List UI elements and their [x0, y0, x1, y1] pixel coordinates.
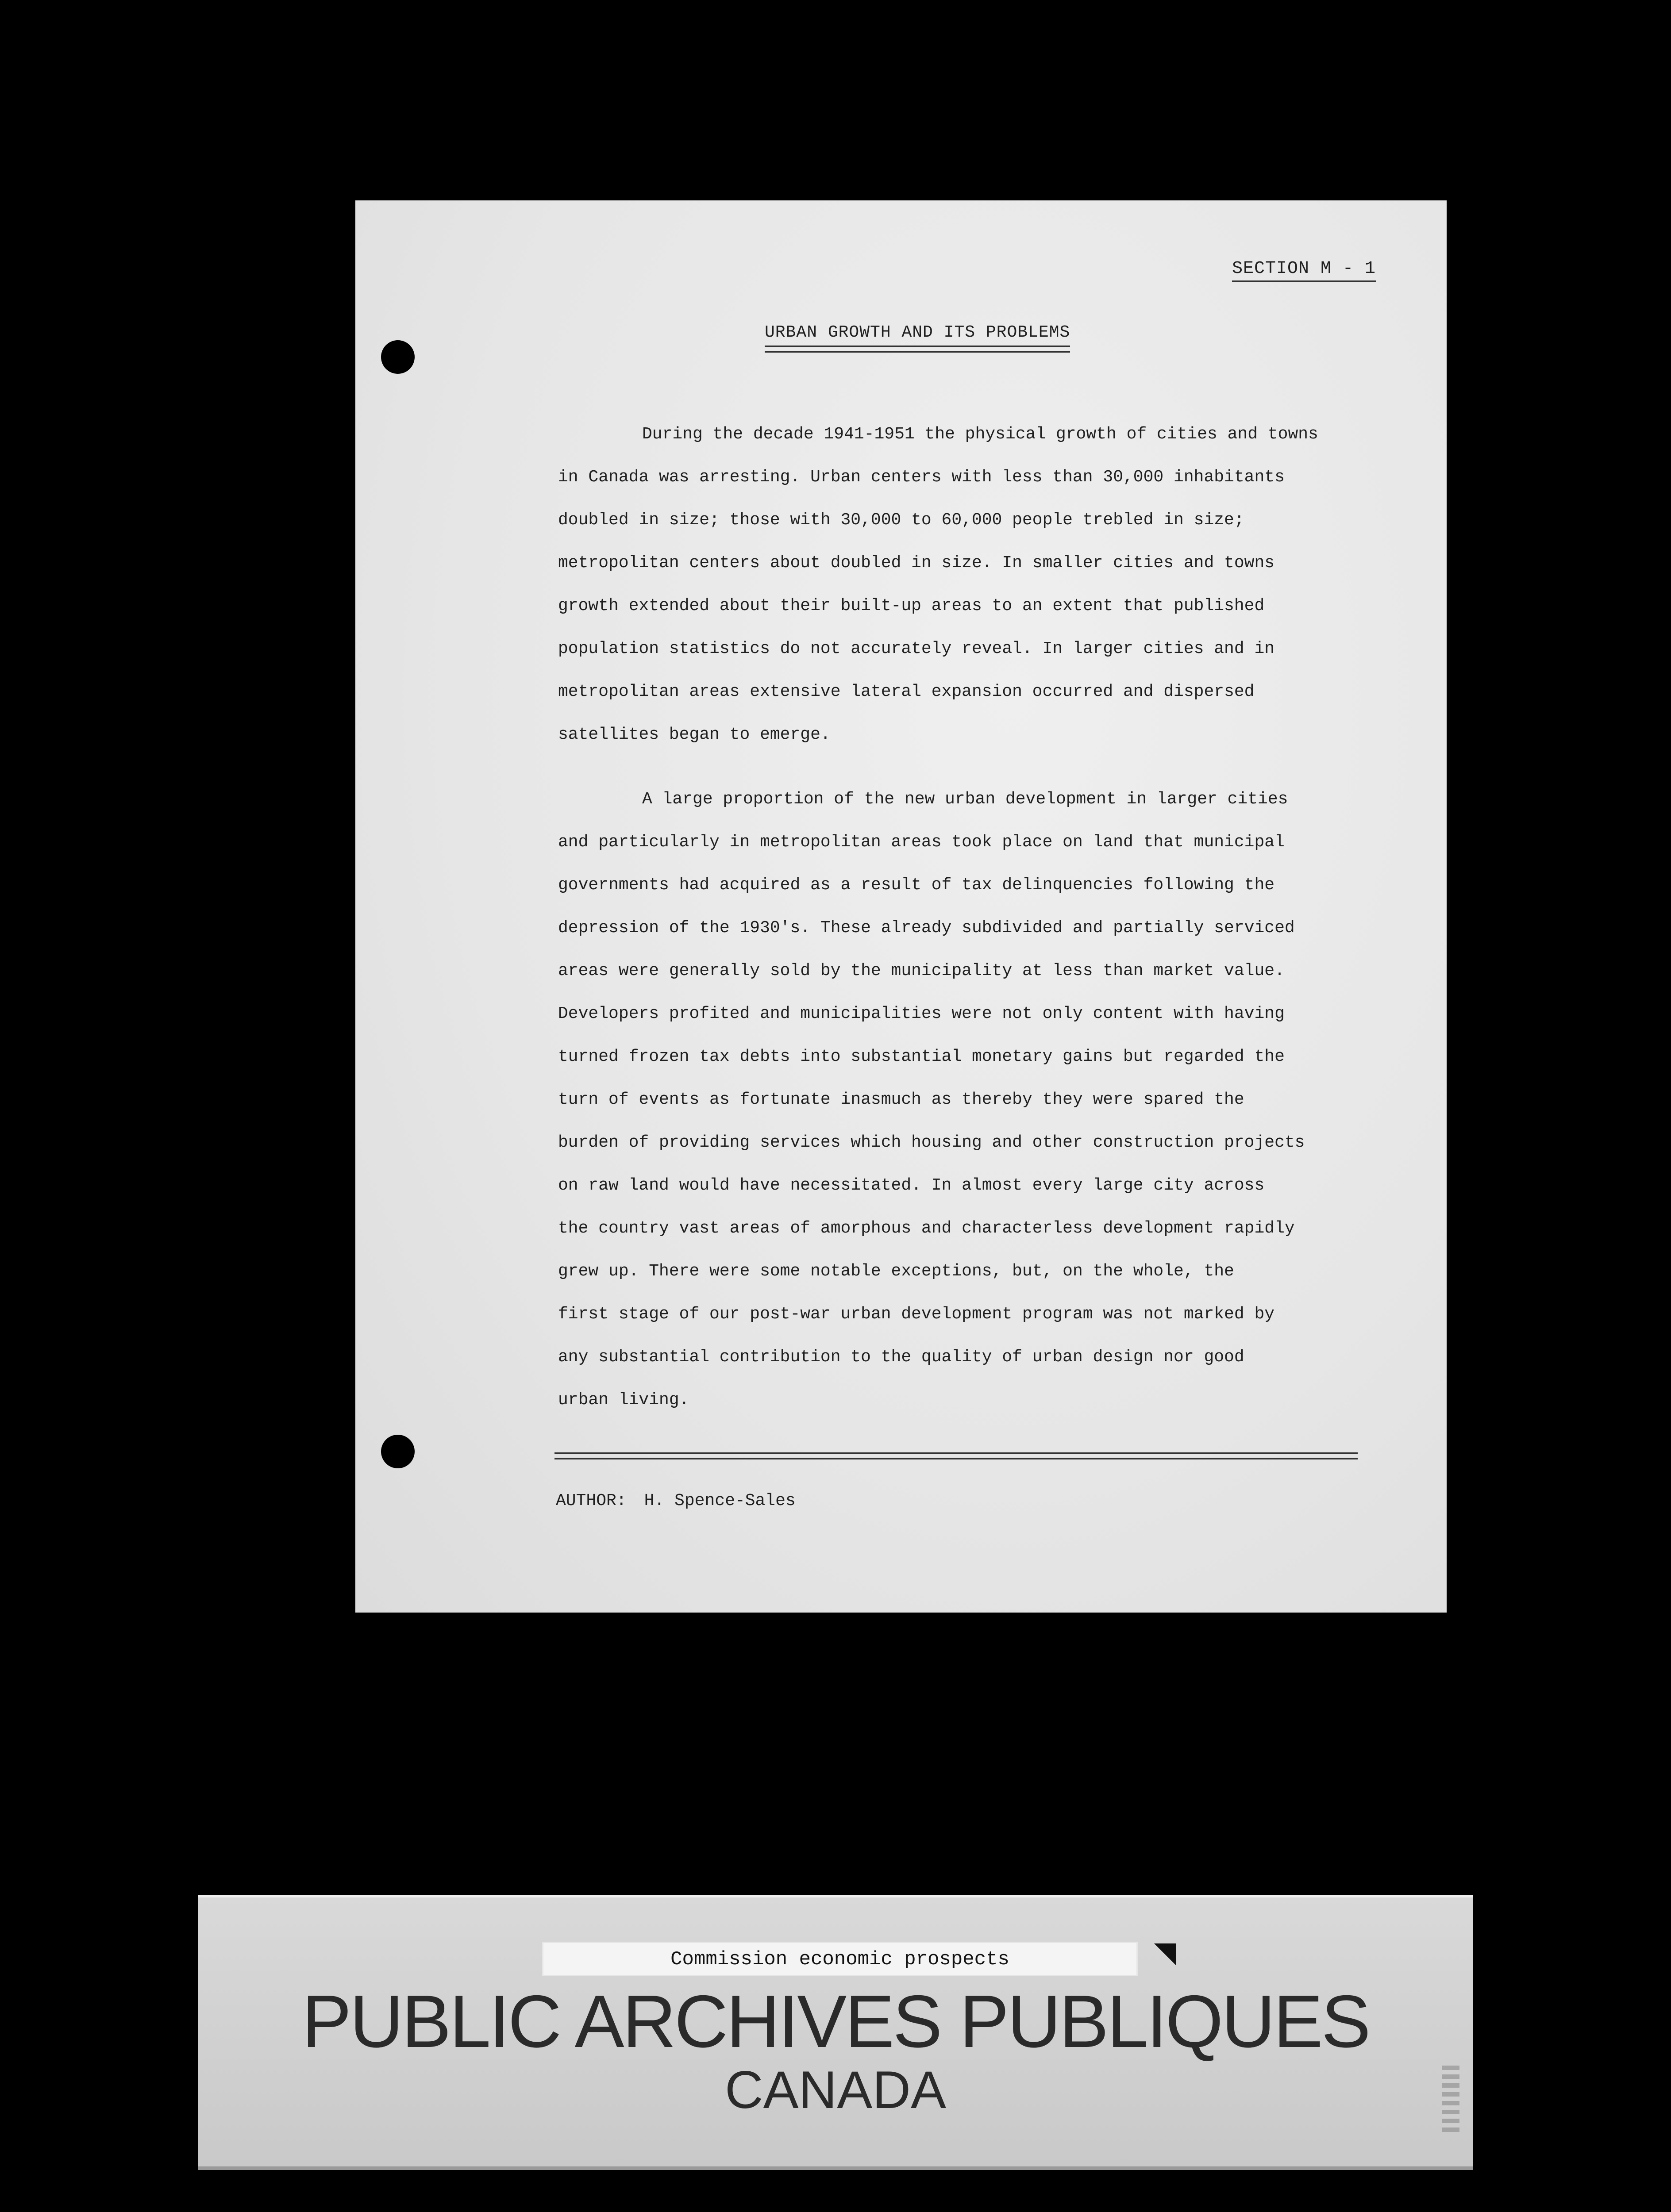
paragraph-2 — [558, 778, 1368, 1421]
author-label: AUTHOR: — [556, 1491, 627, 1510]
archive-subtitle: CANADA — [724, 2060, 947, 2120]
text-line: depression of the 1930's. These already subdivided and partially serviced — [558, 918, 1295, 937]
text-line: urban living. — [558, 1390, 689, 1409]
punch-hole-bottom — [381, 1435, 415, 1468]
text-line: population statistics do not accurately reveal. In larger cities and in — [558, 639, 1275, 658]
text-line: in Canada was arresting. Urban centers with less than 30,000 inhabitants — [558, 468, 1285, 487]
punch-hole-top — [381, 340, 415, 374]
text-line: and particularly in metropolitan areas took place on land that municipal — [558, 833, 1285, 852]
archive-label-card — [198, 1895, 1473, 2170]
double-rule-divider — [554, 1452, 1358, 1459]
text-line: During the decade 1941-1951 the physical growth of cities and towns — [642, 425, 1318, 444]
text-line: turned frozen tax debts into substantial monetary gains but regarded the — [558, 1047, 1285, 1066]
text-line: Developers profited and municipalities were not only content with having — [558, 1004, 1285, 1023]
text-line: areas were generally sold by the municipality at less than market value. — [558, 961, 1285, 980]
text-line: metropolitan areas extensive lateral expansion occurred and dispersed — [558, 682, 1255, 701]
text-line: doubled in size; those with 30,000 to 60,000 people trebled in size; — [558, 511, 1244, 530]
text-line: growth extended about their built-up areas to an extent that published — [558, 596, 1265, 615]
archive-title: PUBLIC ARCHIVES PUBLIQUES — [302, 1980, 1369, 2063]
text-line: metropolitan centers about doubled in size. In smaller cities and towns — [558, 553, 1275, 572]
collection-label: Commission economic prospects — [670, 1948, 1009, 1970]
text-line: governments had acquired as a result of tax delinquencies following the — [558, 876, 1275, 895]
text-line: satellites began to emerge. — [558, 725, 831, 744]
text-line: turn of events as fortunate inasmuch as thereby they were spared the — [558, 1090, 1244, 1109]
corner-tab-icon — [1154, 1943, 1176, 1966]
text-line: A large proportion of the new urban development in larger cities — [642, 790, 1288, 809]
card-edge-wear — [1442, 2066, 1459, 2132]
document-title: URBAN GROWTH AND ITS PROBLEMS — [765, 323, 1070, 347]
collection-strip — [543, 1943, 1136, 1975]
text-line: any substantial contribution to the quality of urban design nor good — [558, 1348, 1244, 1367]
author-line — [556, 1491, 796, 1510]
text-line: the country vast areas of amorphous and characterless development rapidly — [558, 1219, 1295, 1238]
section-label: SECTION M - 1 — [1232, 259, 1376, 282]
author-name: H. Spence-Sales — [644, 1491, 796, 1510]
document-page — [355, 200, 1447, 1613]
text-line: grew up. There were some notable exceptions, but, on the whole, the — [558, 1262, 1234, 1281]
text-line: on raw land would have necessitated. In almost every large city across — [558, 1176, 1265, 1195]
paragraph-1 — [558, 413, 1368, 756]
text-line: first stage of our post-war urban development program was not marked by — [558, 1305, 1275, 1324]
text-line: burden of providing services which housing and other construction projects — [558, 1133, 1305, 1152]
